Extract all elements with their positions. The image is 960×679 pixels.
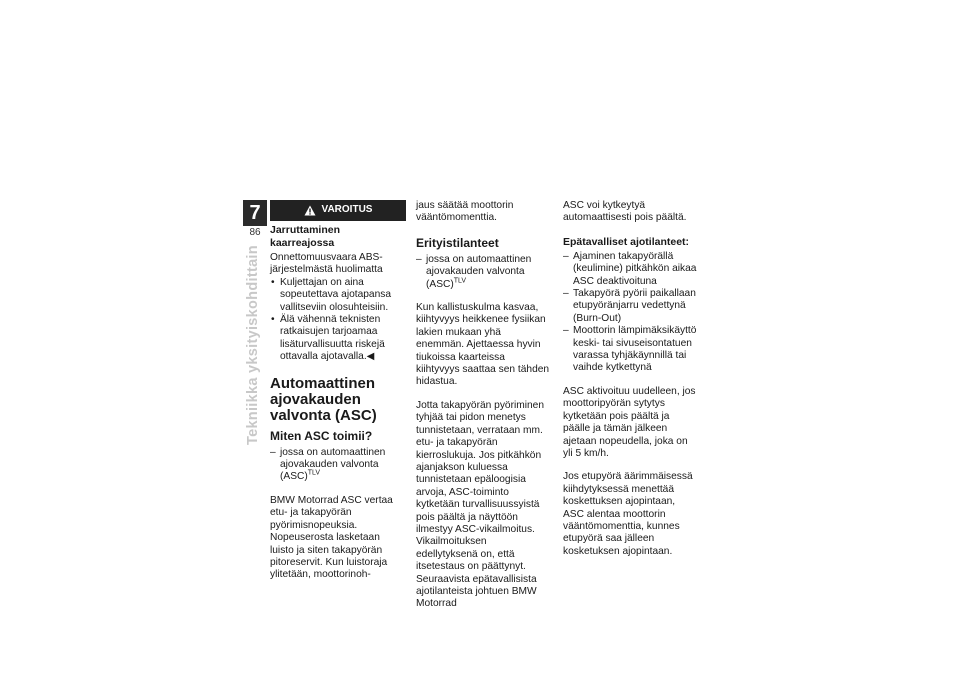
warning-banner (270, 200, 406, 221)
warning-text: Onnettomuusvaara ABS-järjestelmästä huolimatta (270, 252, 383, 276)
column-3 (563, 200, 698, 569)
paragraph: jaus säätää moottorin vääntömomenttia. (416, 200, 514, 224)
situation-list (563, 251, 698, 375)
chapter-number: 7 (243, 200, 267, 226)
subsection-heading: Miten ASC toimii? (270, 428, 373, 443)
model-list (416, 254, 551, 291)
page-number: 86 (249, 227, 261, 238)
list-item (270, 447, 406, 484)
column-1 (270, 200, 406, 593)
list-item-text: jossa on automaattinen ajovakauden valvonta (ASC) (280, 446, 386, 483)
list-item: – Takapyörä pyörii paikallaan etupyöränjarru vedettynä (Burn-Out) (563, 288, 698, 325)
warning-title: Jarruttaminen kaarreajossa (270, 224, 341, 249)
paragraph: Jos etupyörä äärimmäisessä kiihdytyksessä menettää koskettuksen ajopintaan, ASC alentaa moottorin vääntömomenttia, kunnes etupyörä saa jälleen kosketuksen ajopintaan. (563, 471, 693, 557)
paragraph: Jotta takapyörän pyöriminen tyhjää tai pidon menetys tunnistetaan, verrataan mm. etu- ja takapyörän kierroslukuja. Jos pitkähkön ajanjakson kuluessa tunnistetaan epäloogisia arvoja, ASC-toiminto kytketään turvallisuussyistä pois päältä ja näyttöön ilmestyy ASC-vikailmoitus. Vikailmoituksen edellytyksenä on, että itsetestaus on päättynyt. (416, 399, 544, 573)
model-superscript: TLV (453, 277, 467, 285)
paragraph: Kun kallistuskulma kasvaa, kiihtyvyys heikkenee fysiikan lakien mukaan yhä enemmän. Ajettaessa hyvin tiukoissa kaarteissa kiihtyvyys saattaa sen tähden hidastua. (416, 302, 550, 388)
list-item: • Älä vähennä teknisten ratkaisujen tarjoamaa lisäturvallisuutta riskejä ottavalla ajotavalla.◀ (270, 314, 406, 364)
paragraph: ASC voi kytkeytyä automaattisesti pois päältä. (563, 200, 687, 224)
list-item: – Moottorin lämpimäksikäyttö keski- tai sivuseisontatuen varassa tyhjäkäynnillä tai vaihde kytkettynä (563, 325, 698, 375)
list-item: • Kuljettajan on aina sopeutettava ajotapansa vallitseviin olosuhteisiin. (270, 277, 406, 314)
chapter-title: Tekniikka yksityiskohdittain (245, 245, 261, 445)
list-item (416, 254, 551, 291)
list-item: – Ajaminen takapyörällä (keulimine) pitkähkön aikaa ASC deaktivoituna (563, 251, 698, 288)
model-superscript: TLV (307, 470, 321, 478)
warning-label: VAROITUS (321, 204, 373, 216)
model-list (270, 447, 406, 484)
paragraph: Seuraavista epätavallisista ajotilanteista johtuen BMW Motorrad (416, 573, 537, 610)
list-item-text: jossa on automaattinen ajovakauden valvonta (ASC) (426, 253, 532, 290)
section-heading: Erityistilanteet (416, 235, 499, 250)
warning-list (270, 277, 406, 364)
column-2 (416, 200, 551, 622)
paragraph: BMW Motorrad ASC vertaa etu- ja takapyörän pyörimisnopeuksia. Nopeuserosta lasketaan luisto ja siten takapyörän pitoreservit. Kun luistoraja ylitetään, moottorinoh- (270, 494, 393, 581)
warning-triangle-icon (304, 205, 316, 216)
section-heading: Automaattinen ajovakauden valvonta (ASC) (270, 374, 377, 424)
subsection-heading: Epätavalliset ajotilanteet: (563, 235, 690, 248)
paragraph: ASC aktivoituu uudelleen, jos moottoripyörän sytytys kytketään pois päältä ja päälle ja tämän jälkeen ajetaan nopeudella, joka on yli 5 km/h. (563, 385, 696, 459)
